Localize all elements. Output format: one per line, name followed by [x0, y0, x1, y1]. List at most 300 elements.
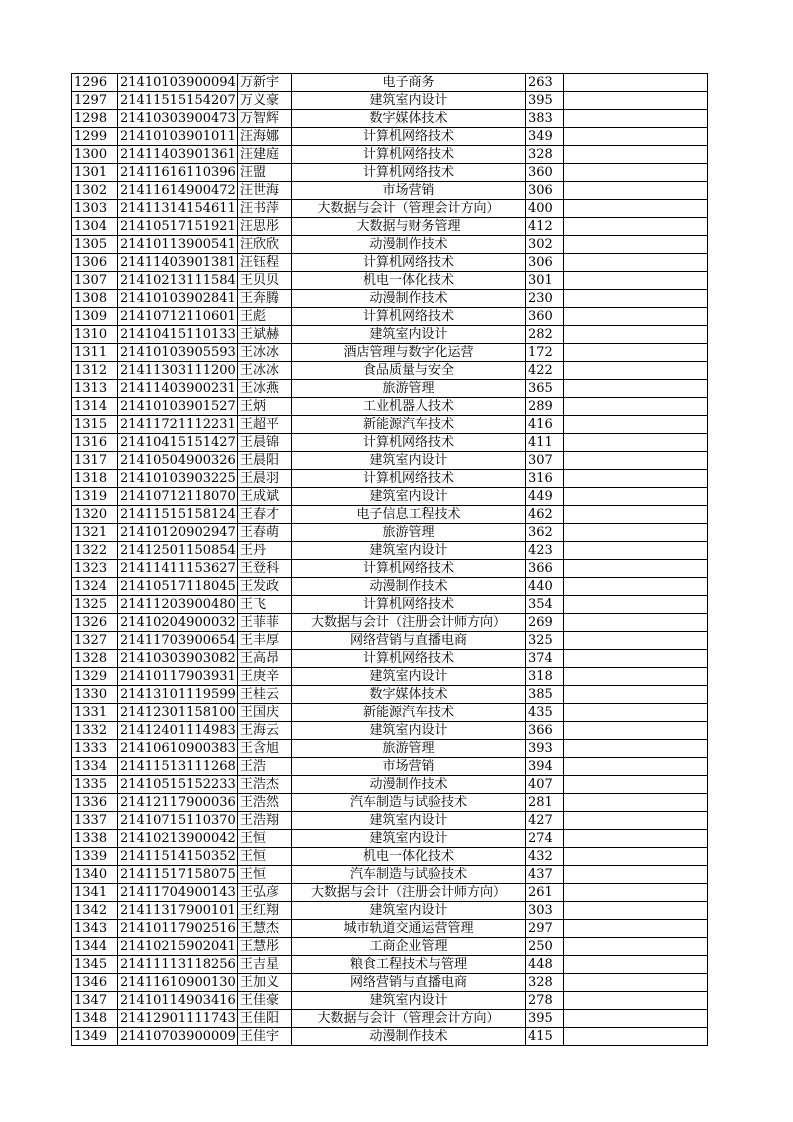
cell-major: 电子商务 — [292, 74, 526, 92]
cell-major: 城市轨道交通运营管理 — [292, 920, 526, 938]
cell-exam-id: 21411403901381 — [118, 254, 238, 272]
cell-major: 市场营销 — [292, 758, 526, 776]
cell-exam-id: 21410103901527 — [118, 398, 238, 416]
cell-student-name: 王浩然 — [238, 794, 292, 812]
cell-remarks — [564, 542, 708, 560]
cell-score: 328 — [526, 146, 564, 164]
cell-exam-id: 21411703900654 — [118, 632, 238, 650]
cell-major: 计算机网络技术 — [292, 434, 526, 452]
cell-student-name: 王奔腾 — [238, 290, 292, 308]
cell-score: 316 — [526, 470, 564, 488]
cell-student-name: 汪欣欣 — [238, 236, 292, 254]
cell-major: 网络营销与直播电商 — [292, 974, 526, 992]
cell-remarks — [564, 1028, 708, 1046]
cell-remarks — [564, 722, 708, 740]
cell-score: 449 — [526, 488, 564, 506]
table-row — [72, 560, 708, 578]
cell-major: 新能源汽车技术 — [292, 416, 526, 434]
cell-exam-id: 21411514150352 — [118, 848, 238, 866]
cell-major: 建筑室内设计 — [292, 722, 526, 740]
cell-number: 1319 — [72, 488, 118, 506]
cell-exam-id: 21410215902041 — [118, 938, 238, 956]
cell-remarks — [564, 146, 708, 164]
cell-student-name: 王成斌 — [238, 488, 292, 506]
cell-student-name: 王桂云 — [238, 686, 292, 704]
cell-number: 1333 — [72, 740, 118, 758]
cell-student-name: 王浩杰 — [238, 776, 292, 794]
table-row — [72, 686, 708, 704]
cell-student-name: 王恒 — [238, 848, 292, 866]
table-row — [72, 974, 708, 992]
table-row — [72, 758, 708, 776]
cell-major: 食品质量与安全 — [292, 362, 526, 380]
cell-number: 1299 — [72, 128, 118, 146]
cell-exam-id: 21410515152233 — [118, 776, 238, 794]
cell-remarks — [564, 380, 708, 398]
cell-score: 302 — [526, 236, 564, 254]
table-row — [72, 830, 708, 848]
cell-exam-id: 21411403900231 — [118, 380, 238, 398]
table-row — [72, 74, 708, 92]
cell-remarks — [564, 1010, 708, 1028]
cell-exam-id: 21410504900326 — [118, 452, 238, 470]
cell-major: 建筑室内设计 — [292, 902, 526, 920]
cell-remarks — [564, 218, 708, 236]
cell-exam-id: 21411515158124 — [118, 506, 238, 524]
cell-major: 计算机网络技术 — [292, 128, 526, 146]
cell-major: 工业机器人技术 — [292, 398, 526, 416]
cell-number: 1311 — [72, 344, 118, 362]
cell-student-name: 王佳豪 — [238, 992, 292, 1010]
cell-major: 建筑室内设计 — [292, 452, 526, 470]
cell-score: 328 — [526, 974, 564, 992]
cell-student-name: 王飞 — [238, 596, 292, 614]
cell-major: 旅游管理 — [292, 380, 526, 398]
cell-number: 1322 — [72, 542, 118, 560]
cell-exam-id: 21411113118256 — [118, 956, 238, 974]
cell-number: 1340 — [72, 866, 118, 884]
cell-major: 建筑室内设计 — [292, 668, 526, 686]
cell-score: 395 — [526, 1010, 564, 1028]
cell-student-name: 王海云 — [238, 722, 292, 740]
cell-exam-id: 21410517151921 — [118, 218, 238, 236]
cell-student-name: 王春才 — [238, 506, 292, 524]
cell-remarks — [564, 686, 708, 704]
table-row — [72, 884, 708, 902]
table-row — [72, 902, 708, 920]
cell-exam-id: 21410204900032 — [118, 614, 238, 632]
cell-score: 307 — [526, 452, 564, 470]
cell-exam-id: 21410415110133 — [118, 326, 238, 344]
table-row — [72, 254, 708, 272]
cell-exam-id: 21410517118045 — [118, 578, 238, 596]
cell-student-name: 万义豪 — [238, 92, 292, 110]
cell-score: 366 — [526, 560, 564, 578]
cell-remarks — [564, 434, 708, 452]
cell-number: 1346 — [72, 974, 118, 992]
cell-student-name: 王恒 — [238, 830, 292, 848]
cell-score: 362 — [526, 524, 564, 542]
cell-remarks — [564, 902, 708, 920]
cell-exam-id: 21411517158075 — [118, 866, 238, 884]
cell-remarks — [564, 866, 708, 884]
cell-major: 粮食工程技术与管理 — [292, 956, 526, 974]
cell-score: 411 — [526, 434, 564, 452]
cell-number: 1320 — [72, 506, 118, 524]
table-row — [72, 200, 708, 218]
cell-number: 1337 — [72, 812, 118, 830]
table-row — [72, 1010, 708, 1028]
cell-number: 1349 — [72, 1028, 118, 1046]
cell-student-name: 王红翔 — [238, 902, 292, 920]
cell-exam-id: 21411616110396 — [118, 164, 238, 182]
cell-number: 1321 — [72, 524, 118, 542]
cell-score: 462 — [526, 506, 564, 524]
cell-student-name: 王超平 — [238, 416, 292, 434]
cell-major: 大数据与会计（注册会计师方向） — [292, 884, 526, 902]
cell-score: 374 — [526, 650, 564, 668]
cell-remarks — [564, 596, 708, 614]
cell-exam-id: 21410120902947 — [118, 524, 238, 542]
cell-exam-id: 21411317900101 — [118, 902, 238, 920]
cell-number: 1312 — [72, 362, 118, 380]
cell-major: 动漫制作技术 — [292, 1028, 526, 1046]
cell-remarks — [564, 308, 708, 326]
table-row — [72, 326, 708, 344]
cell-number: 1325 — [72, 596, 118, 614]
cell-exam-id: 21410117902516 — [118, 920, 238, 938]
table-row — [72, 344, 708, 362]
table-row — [72, 308, 708, 326]
cell-remarks — [564, 128, 708, 146]
cell-number: 1334 — [72, 758, 118, 776]
cell-major: 动漫制作技术 — [292, 236, 526, 254]
cell-score: 301 — [526, 272, 564, 290]
cell-exam-id: 21411610900130 — [118, 974, 238, 992]
cell-remarks — [564, 164, 708, 182]
cell-major: 机电一体化技术 — [292, 272, 526, 290]
cell-student-name: 万智辉 — [238, 110, 292, 128]
cell-major: 数字媒体技术 — [292, 110, 526, 128]
cell-student-name: 王彪 — [238, 308, 292, 326]
cell-major: 汽车制造与试验技术 — [292, 794, 526, 812]
table-row — [72, 164, 708, 182]
cell-student-name: 王佳阳 — [238, 1010, 292, 1028]
cell-number: 1324 — [72, 578, 118, 596]
cell-score: 427 — [526, 812, 564, 830]
cell-exam-id: 21411203900480 — [118, 596, 238, 614]
cell-remarks — [564, 794, 708, 812]
cell-remarks — [564, 740, 708, 758]
cell-major: 计算机网络技术 — [292, 650, 526, 668]
table-row — [72, 110, 708, 128]
cell-number: 1316 — [72, 434, 118, 452]
cell-major: 建筑室内设计 — [292, 830, 526, 848]
cell-student-name: 王晨阳 — [238, 452, 292, 470]
cell-number: 1302 — [72, 182, 118, 200]
cell-remarks — [564, 398, 708, 416]
cell-exam-id: 21411314154611 — [118, 200, 238, 218]
cell-major: 动漫制作技术 — [292, 578, 526, 596]
cell-score: 440 — [526, 578, 564, 596]
cell-major: 大数据与会计（管理会计方向） — [292, 200, 526, 218]
cell-student-name: 王佳宇 — [238, 1028, 292, 1046]
cell-number: 1345 — [72, 956, 118, 974]
cell-score: 432 — [526, 848, 564, 866]
cell-exam-id: 21413101119599 — [118, 686, 238, 704]
table-row — [72, 668, 708, 686]
cell-remarks — [564, 92, 708, 110]
cell-remarks — [564, 416, 708, 434]
cell-exam-id: 21411614900472 — [118, 182, 238, 200]
table-row — [72, 524, 708, 542]
cell-exam-id: 21411403901361 — [118, 146, 238, 164]
cell-score: 385 — [526, 686, 564, 704]
cell-score: 400 — [526, 200, 564, 218]
cell-number: 1335 — [72, 776, 118, 794]
cell-number: 1341 — [72, 884, 118, 902]
table-row — [72, 956, 708, 974]
cell-score: 172 — [526, 344, 564, 362]
cell-score: 325 — [526, 632, 564, 650]
cell-number: 1332 — [72, 722, 118, 740]
table-row — [72, 362, 708, 380]
cell-number: 1327 — [72, 632, 118, 650]
cell-score: 407 — [526, 776, 564, 794]
cell-remarks — [564, 272, 708, 290]
cell-student-name: 王吉星 — [238, 956, 292, 974]
cell-number: 1338 — [72, 830, 118, 848]
cell-score: 437 — [526, 866, 564, 884]
cell-major: 大数据与会计（注册会计师方向） — [292, 614, 526, 632]
cell-number: 1297 — [72, 92, 118, 110]
table-row — [72, 236, 708, 254]
cell-number: 1328 — [72, 650, 118, 668]
table-row — [72, 506, 708, 524]
cell-number: 1298 — [72, 110, 118, 128]
table-row — [72, 470, 708, 488]
cell-major: 数字媒体技术 — [292, 686, 526, 704]
cell-remarks — [564, 470, 708, 488]
cell-major: 计算机网络技术 — [292, 596, 526, 614]
cell-exam-id: 21410103905593 — [118, 344, 238, 362]
cell-exam-id: 21410715110370 — [118, 812, 238, 830]
cell-remarks — [564, 614, 708, 632]
cell-student-name: 王晨羽 — [238, 470, 292, 488]
cell-remarks — [564, 182, 708, 200]
cell-number: 1329 — [72, 668, 118, 686]
cell-major: 动漫制作技术 — [292, 290, 526, 308]
cell-student-name: 王慧杰 — [238, 920, 292, 938]
cell-score: 365 — [526, 380, 564, 398]
cell-student-name: 王慧彤 — [238, 938, 292, 956]
cell-student-name: 王冰燕 — [238, 380, 292, 398]
cell-exam-id: 21412117900036 — [118, 794, 238, 812]
cell-score: 435 — [526, 704, 564, 722]
cell-number: 1331 — [72, 704, 118, 722]
cell-number: 1296 — [72, 74, 118, 92]
cell-score: 383 — [526, 110, 564, 128]
cell-number: 1344 — [72, 938, 118, 956]
cell-student-name: 王弘彦 — [238, 884, 292, 902]
cell-remarks — [564, 290, 708, 308]
cell-number: 1304 — [72, 218, 118, 236]
cell-score: 263 — [526, 74, 564, 92]
table-row — [72, 416, 708, 434]
cell-score: 281 — [526, 794, 564, 812]
table-row — [72, 596, 708, 614]
cell-number: 1301 — [72, 164, 118, 182]
table-row — [72, 776, 708, 794]
cell-score: 250 — [526, 938, 564, 956]
table-row — [72, 488, 708, 506]
cell-remarks — [564, 938, 708, 956]
cell-score: 354 — [526, 596, 564, 614]
cell-remarks — [564, 524, 708, 542]
cell-exam-id: 21410114903416 — [118, 992, 238, 1010]
cell-number: 1342 — [72, 902, 118, 920]
cell-score: 395 — [526, 92, 564, 110]
cell-exam-id: 21411411153627 — [118, 560, 238, 578]
cell-major: 计算机网络技术 — [292, 470, 526, 488]
cell-major: 建筑室内设计 — [292, 812, 526, 830]
cell-major: 电子信息工程技术 — [292, 506, 526, 524]
cell-major: 建筑室内设计 — [292, 326, 526, 344]
cell-student-name: 汪书萍 — [238, 200, 292, 218]
cell-major: 汽车制造与试验技术 — [292, 866, 526, 884]
table-row — [72, 812, 708, 830]
table-row — [72, 272, 708, 290]
cell-score: 230 — [526, 290, 564, 308]
cell-score: 303 — [526, 902, 564, 920]
cell-number: 1314 — [72, 398, 118, 416]
cell-number: 1310 — [72, 326, 118, 344]
cell-major: 工商企业管理 — [292, 938, 526, 956]
table-row — [72, 992, 708, 1010]
cell-remarks — [564, 776, 708, 794]
cell-student-name: 王含旭 — [238, 740, 292, 758]
cell-student-name: 王加义 — [238, 974, 292, 992]
cell-exam-id: 21410610900383 — [118, 740, 238, 758]
cell-score: 261 — [526, 884, 564, 902]
cell-remarks — [564, 488, 708, 506]
cell-number: 1336 — [72, 794, 118, 812]
cell-score: 415 — [526, 1028, 564, 1046]
cell-score: 278 — [526, 992, 564, 1010]
cell-exam-id: 21412501150854 — [118, 542, 238, 560]
cell-exam-id: 21411704900143 — [118, 884, 238, 902]
cell-major: 计算机网络技术 — [292, 164, 526, 182]
table-row — [72, 794, 708, 812]
cell-student-name: 汪海娜 — [238, 128, 292, 146]
cell-score: 349 — [526, 128, 564, 146]
cell-number: 1339 — [72, 848, 118, 866]
table-row — [72, 434, 708, 452]
cell-major: 大数据与会计（管理会计方向） — [292, 1010, 526, 1028]
cell-number: 1308 — [72, 290, 118, 308]
cell-score: 412 — [526, 218, 564, 236]
cell-major: 建筑室内设计 — [292, 92, 526, 110]
cell-major: 动漫制作技术 — [292, 776, 526, 794]
table-row — [72, 740, 708, 758]
cell-exam-id: 21410415151427 — [118, 434, 238, 452]
cell-major: 网络营销与直播电商 — [292, 632, 526, 650]
cell-number: 1326 — [72, 614, 118, 632]
cell-student-name: 汪世海 — [238, 182, 292, 200]
cell-number: 1318 — [72, 470, 118, 488]
cell-major: 大数据与财务管理 — [292, 218, 526, 236]
cell-number: 1303 — [72, 200, 118, 218]
cell-student-name: 王贝贝 — [238, 272, 292, 290]
cell-remarks — [564, 74, 708, 92]
table-row — [72, 290, 708, 308]
cell-major: 建筑室内设计 — [292, 992, 526, 1010]
cell-student-name: 汪建庭 — [238, 146, 292, 164]
cell-remarks — [564, 506, 708, 524]
table-row — [72, 182, 708, 200]
cell-remarks — [564, 632, 708, 650]
cell-exam-id: 21412901111743 — [118, 1010, 238, 1028]
cell-major: 新能源汽车技术 — [292, 704, 526, 722]
cell-major: 计算机网络技术 — [292, 308, 526, 326]
cell-exam-id: 21410113900541 — [118, 236, 238, 254]
table-row — [72, 722, 708, 740]
cell-remarks — [564, 110, 708, 128]
cell-score: 394 — [526, 758, 564, 776]
cell-remarks — [564, 884, 708, 902]
cell-student-name: 王庚辛 — [238, 668, 292, 686]
cell-score: 269 — [526, 614, 564, 632]
table-row — [72, 920, 708, 938]
cell-number: 1309 — [72, 308, 118, 326]
cell-score: 289 — [526, 398, 564, 416]
cell-exam-id: 21410303900473 — [118, 110, 238, 128]
cell-number: 1343 — [72, 920, 118, 938]
cell-remarks — [564, 974, 708, 992]
cell-remarks — [564, 758, 708, 776]
cell-major: 建筑室内设计 — [292, 488, 526, 506]
cell-major: 计算机网络技术 — [292, 146, 526, 164]
cell-number: 1315 — [72, 416, 118, 434]
table-row — [72, 578, 708, 596]
cell-remarks — [564, 848, 708, 866]
cell-major: 旅游管理 — [292, 524, 526, 542]
cell-student-name: 王斌赫 — [238, 326, 292, 344]
cell-student-name: 王冰冰 — [238, 344, 292, 362]
cell-student-name: 王冰冰 — [238, 362, 292, 380]
cell-student-name: 王丰厚 — [238, 632, 292, 650]
table-row — [72, 380, 708, 398]
cell-major: 计算机网络技术 — [292, 560, 526, 578]
cell-remarks — [564, 578, 708, 596]
cell-score: 423 — [526, 542, 564, 560]
table-row — [72, 650, 708, 668]
cell-score: 360 — [526, 164, 564, 182]
cell-remarks — [564, 956, 708, 974]
cell-score: 366 — [526, 722, 564, 740]
table-row — [72, 938, 708, 956]
cell-major: 市场营销 — [292, 182, 526, 200]
cell-number: 1323 — [72, 560, 118, 578]
table-row — [72, 452, 708, 470]
cell-remarks — [564, 344, 708, 362]
table-row — [72, 614, 708, 632]
cell-exam-id: 21410712118070 — [118, 488, 238, 506]
table-row — [72, 542, 708, 560]
cell-exam-id: 21411303111200 — [118, 362, 238, 380]
cell-exam-id: 21410703900009 — [118, 1028, 238, 1046]
cell-exam-id: 21410213900042 — [118, 830, 238, 848]
